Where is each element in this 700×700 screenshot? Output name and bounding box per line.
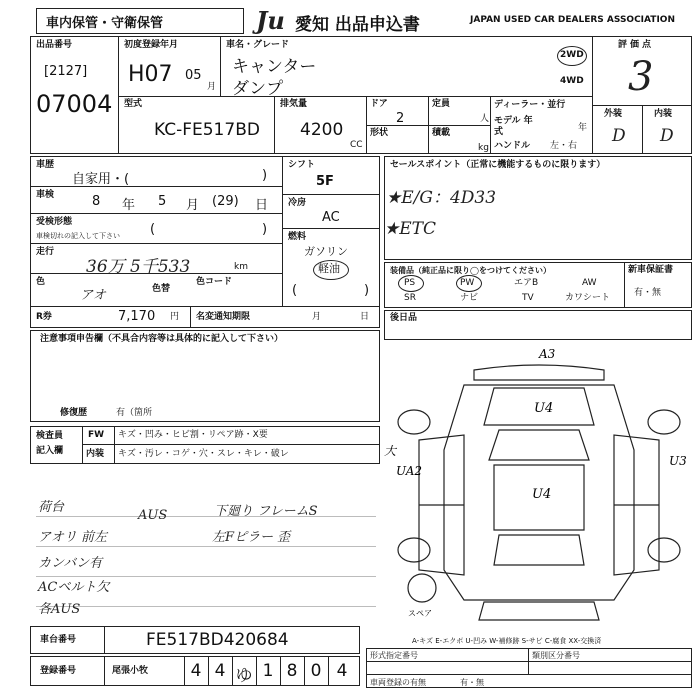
- plate-char-7: 4: [336, 661, 348, 681]
- transfer-month-unit: 月: [312, 312, 322, 322]
- dealer-label: ディーラー・並行: [494, 100, 566, 110]
- cooling-value: AC: [322, 210, 340, 225]
- selling-point-label: セールスポイント（正常に機能するものに限ります）: [390, 160, 606, 170]
- shape-label: 形状: [370, 128, 389, 138]
- vehicle-damage-diagram: [384, 340, 700, 640]
- displacement-label: 排気量: [280, 99, 308, 109]
- score-label: 評価点: [618, 40, 655, 50]
- mark-a3: A3: [539, 347, 556, 361]
- equipment-navi: ナビ: [460, 293, 479, 303]
- lot-bracket: [2127]: [44, 64, 88, 79]
- mileage-unit: km: [234, 262, 248, 272]
- selling-point-etc: ★ETC: [384, 219, 436, 239]
- inspector-fw-label: FW: [88, 430, 105, 440]
- shaken-month: 5: [158, 194, 167, 209]
- shift-value: 5F: [316, 174, 334, 189]
- mark-u4-roof: U4: [532, 487, 552, 502]
- equipment-pw-circle: [456, 275, 482, 292]
- fuel-gasoline: ガソリン: [304, 245, 348, 258]
- drive-4wd: 4WD: [560, 76, 584, 86]
- plate-char-1: 4: [190, 661, 202, 681]
- class-number-label: 類別区分番号: [532, 651, 580, 660]
- warranty-value: 有・無: [634, 288, 662, 298]
- lot-label: 出品番号: [36, 40, 73, 50]
- owner-registration-label: 車両登録の有無: [370, 678, 426, 687]
- model-year-label: モデル 年式: [494, 116, 533, 137]
- plate-label: 登録番号: [40, 666, 77, 676]
- selling-point-engine: ★E/G：4D33: [386, 188, 497, 208]
- repair-history-value: 有（箇所: [116, 408, 153, 418]
- equipment-label: 装備品（純正品に限り◯をつけてください）: [390, 266, 551, 275]
- inspector-fw-text: キズ・凹み・ヒビ割・リペア跡・X要: [118, 430, 268, 440]
- model-value: KC-FE517BD: [154, 120, 260, 140]
- registration-label: 初度登録年月: [124, 40, 179, 50]
- handnote-5: 各AUS: [38, 602, 81, 617]
- doors-label: ドア: [370, 99, 388, 109]
- handle-label: ハンドル: [494, 141, 531, 151]
- handnote-3: カンバン有: [38, 556, 103, 571]
- mark-u3: U3: [669, 454, 687, 468]
- association-name: JAPAN USED CAR DEALERS ASSOCIATION: [470, 15, 675, 25]
- car-name-line1: キャンター: [232, 57, 317, 77]
- handnote-right-3: 左Fピラー 歪: [212, 530, 291, 545]
- exterior-label: 外装: [604, 109, 623, 119]
- interior-label: 内装: [654, 109, 673, 119]
- equipment-pw: PW: [460, 278, 475, 288]
- acceptance-close: ): [262, 222, 268, 237]
- registration-month: 05: [185, 68, 202, 83]
- chassis-label: 車台番号: [40, 635, 77, 645]
- displacement-unit: CC: [350, 140, 363, 150]
- selling-point-frame: [384, 156, 692, 260]
- inspector-int-text: キズ・汚レ・コゲ・穴・スレ・キレ・破レ: [118, 449, 289, 459]
- mark-large: 大: [384, 444, 397, 458]
- history-close: ): [262, 168, 268, 183]
- transfer-day-unit: 日: [360, 312, 370, 322]
- model-label: 型式: [124, 99, 143, 109]
- equipment-leather: カワシート: [565, 293, 611, 303]
- plate-region: 尾張小牧: [112, 666, 149, 676]
- drive-2wd: 2WD: [560, 50, 584, 60]
- recycle-value: 7,170: [118, 309, 156, 324]
- capacity-unit: 人: [480, 114, 490, 124]
- acceptance-note: 車検切れの記入して下さい: [36, 232, 120, 240]
- storage-label: 車内保管・守衛保管: [46, 16, 164, 31]
- shaken-label: 車検: [36, 190, 55, 200]
- recycle-unit: 円: [170, 312, 180, 322]
- mark-u4-hood: U4: [534, 401, 554, 416]
- fuel-label: 燃料: [288, 232, 307, 242]
- equipment-sr: SR: [404, 293, 416, 303]
- inspector-label: 検査員: [36, 431, 64, 441]
- shaken-year-unit: 年: [122, 198, 136, 213]
- plate-char-3: ゆ: [235, 666, 253, 686]
- acceptance-label: 受検形態: [36, 217, 73, 227]
- mileage-label: 走行: [36, 247, 55, 257]
- shaken-month-unit: 月: [186, 198, 200, 213]
- shaken-day: (29): [212, 194, 239, 209]
- equipment-tv: TV: [522, 293, 534, 303]
- cooling-label: 冷房: [288, 198, 307, 208]
- fuel-close: ): [364, 283, 370, 298]
- score-value: 3: [628, 54, 654, 100]
- plate-char-4: 1: [262, 661, 274, 681]
- equipment-ps: PS: [404, 278, 416, 288]
- history-value: 自家用・(: [72, 172, 130, 187]
- recycle-label: R券: [36, 312, 52, 322]
- capacity-label: 定員: [432, 99, 451, 109]
- equipment-airbag: エアB: [514, 278, 539, 288]
- shift-label: シフト: [288, 160, 316, 170]
- car-name-label: 車名・グレード: [226, 40, 290, 50]
- exterior-grade: D: [612, 126, 626, 146]
- load-label: 積載: [432, 128, 451, 138]
- later-items-label: 後日品: [390, 313, 418, 323]
- fuel-open: (: [292, 283, 298, 298]
- color-change-label: 色替: [152, 284, 171, 294]
- mileage-value: 36万 5千533: [86, 257, 191, 277]
- displacement-value: 4200: [300, 120, 344, 140]
- color-value: アオ: [80, 288, 106, 303]
- repair-history-label: 修復歴: [60, 408, 88, 418]
- notes-label: 注意事項申告欄（不具合内容等は具体的に記入して下さい）: [40, 334, 284, 344]
- shaken-day-unit: 日: [255, 198, 269, 213]
- handnote-right-1: AUS: [138, 508, 168, 523]
- plate-char-2: 4: [214, 661, 226, 681]
- model-year-unit: 年: [578, 123, 588, 133]
- spare-label: スペア: [408, 609, 432, 618]
- lot-number: 07004: [36, 90, 113, 118]
- ju-logo: Ju: [256, 6, 285, 35]
- acceptance-open: (: [150, 222, 156, 237]
- warranty-label: 新車保証書: [628, 265, 674, 275]
- interior-grade: D: [660, 126, 674, 146]
- damage-legend: A-キズ E-エクボ U-凹み W-補修跡 S-サビ C-腐食 XX-交換済: [412, 637, 602, 645]
- plate-char-5: 8: [286, 661, 298, 681]
- handnote-4: ACベルト欠: [38, 580, 110, 595]
- plate-char-6: 0: [310, 661, 322, 681]
- later-items-frame: [384, 310, 692, 340]
- inspector-entry-label: 記入欄: [36, 446, 64, 456]
- equipment-aw: AW: [582, 278, 597, 288]
- registration-year: H07: [128, 62, 173, 87]
- mark-ua2: UA2: [396, 464, 423, 478]
- color-code-label: 色コード: [196, 277, 233, 287]
- transfer-deadline-label: 名変通知期限: [196, 312, 251, 322]
- car-name-line2: ダンプ: [232, 79, 284, 99]
- owner-registration-value: 有・無: [460, 678, 484, 687]
- handnote-1: 荷台: [38, 500, 65, 515]
- load-unit: kg: [478, 143, 489, 153]
- history-label: 車歴: [36, 160, 55, 170]
- handnote-right-2: 下廻り フレームS: [214, 504, 318, 519]
- registration-month-unit: 月: [207, 82, 217, 92]
- handnote-2: アオリ 前左: [38, 530, 108, 545]
- doors-value: 2: [396, 111, 405, 126]
- shaken-year: 8: [92, 194, 101, 209]
- form-title: 愛知 出品申込書: [295, 15, 420, 35]
- color-label: 色: [36, 277, 46, 287]
- chassis-number: FE517BD420684: [146, 630, 289, 650]
- type-designation-label: 形式指定番号: [370, 651, 418, 660]
- equipment-ps-circle: [398, 275, 424, 292]
- inspector-int-label: 内装: [86, 449, 105, 459]
- fuel-diesel: 軽油: [318, 262, 340, 275]
- handle-value: 左・右: [550, 141, 578, 151]
